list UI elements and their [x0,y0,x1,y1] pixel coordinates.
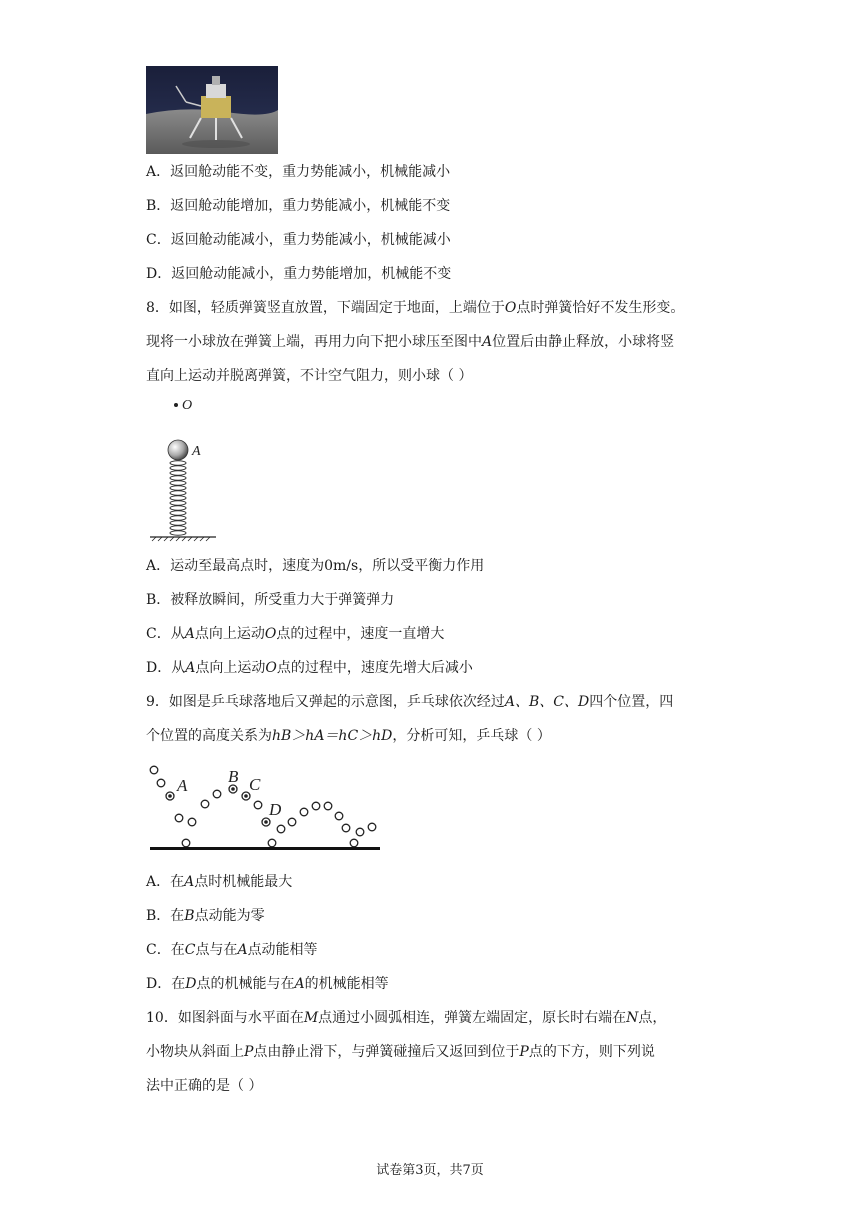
q7-option-c: C．返回舱动能减小，重力势能减小，机械能减小 [146,232,451,248]
q8-option-d: D．从A点向上运动O点的过程中，速度先增大后减小 [146,660,473,676]
q8-stem-line3: 直向上运动并脱离弹簧，不计空气阻力，则小球（ ） [146,368,473,384]
ground-line [150,847,380,850]
q10-stem-line2: 小物块从斜面上P点由静止滑下，与弹簧碰撞后又返回到位于P点的下方，则下列说 [146,1044,655,1060]
q8-stem-line1: 8．如图，轻质弹簧竖直放置，下端固定于地面，上端位于O点时弹簧恰好不发生形变。 [146,300,685,316]
label-c: C [249,775,261,794]
q8-option-c: C．从A点向上运动O点的过程中，速度一直增大 [146,626,445,642]
q7-option-a: A．返回舱动能不变，重力势能减小，机械能减小 [146,164,451,180]
q8-stem-line2: 现将一小球放在弹簧上端，再用力向下把小球压至图中A位置后由静止释放，小球将竖 [146,334,675,350]
q8-option-a: A．运动至最高点时，速度为0m/s，所以受平衡力作用 [146,558,485,574]
label-b: B [228,767,239,786]
label-a: A [192,444,201,459]
page-footer: 试卷第3页，共7页 [376,1163,484,1178]
q7-option-b: B．返回舱动能增加，重力势能减小，机械能不变 [146,198,451,214]
q7-option-d: D．返回舱动能减小，重力势能增加，机械能不变 [146,266,452,282]
label-o: O [182,398,193,413]
lunar-lander-photo [146,66,278,154]
q9-option-d: D．在D点的机械能与在A的机械能相等 [146,976,389,992]
q10-stem-line1: 10．如图斜面与水平面在M点通过小圆弧相连，弹簧左端固定，原长时右端在N点， [146,1010,667,1026]
spring [170,461,186,535]
label-a: A [177,776,188,795]
q9-option-a: A．在A点时机械能最大 [146,874,293,890]
q9-stem-line1: 9．如图是乒乓球落地后又弹起的示意图，乒乓球依次经过A、B、C、D四个位置，四 [146,694,674,710]
q10-stem-line3: 法中正确的是（ ） [146,1078,263,1094]
q8-option-b: B．被释放瞬间，所受重力大于弹簧弹力 [146,592,395,608]
q9-option-c: C．在C点与在A点动能相等 [146,942,318,958]
q9-stem-line2: 个位置的高度关系为hB＞hA＝hC＞hD，分析可知，乒乓球（ ） [146,728,551,744]
q9-option-b: B．在B点动能为零 [146,908,265,924]
ping-pong-bounce-figure [146,760,382,856]
spring-ball-figure [146,392,226,542]
label-d: D [269,800,282,819]
